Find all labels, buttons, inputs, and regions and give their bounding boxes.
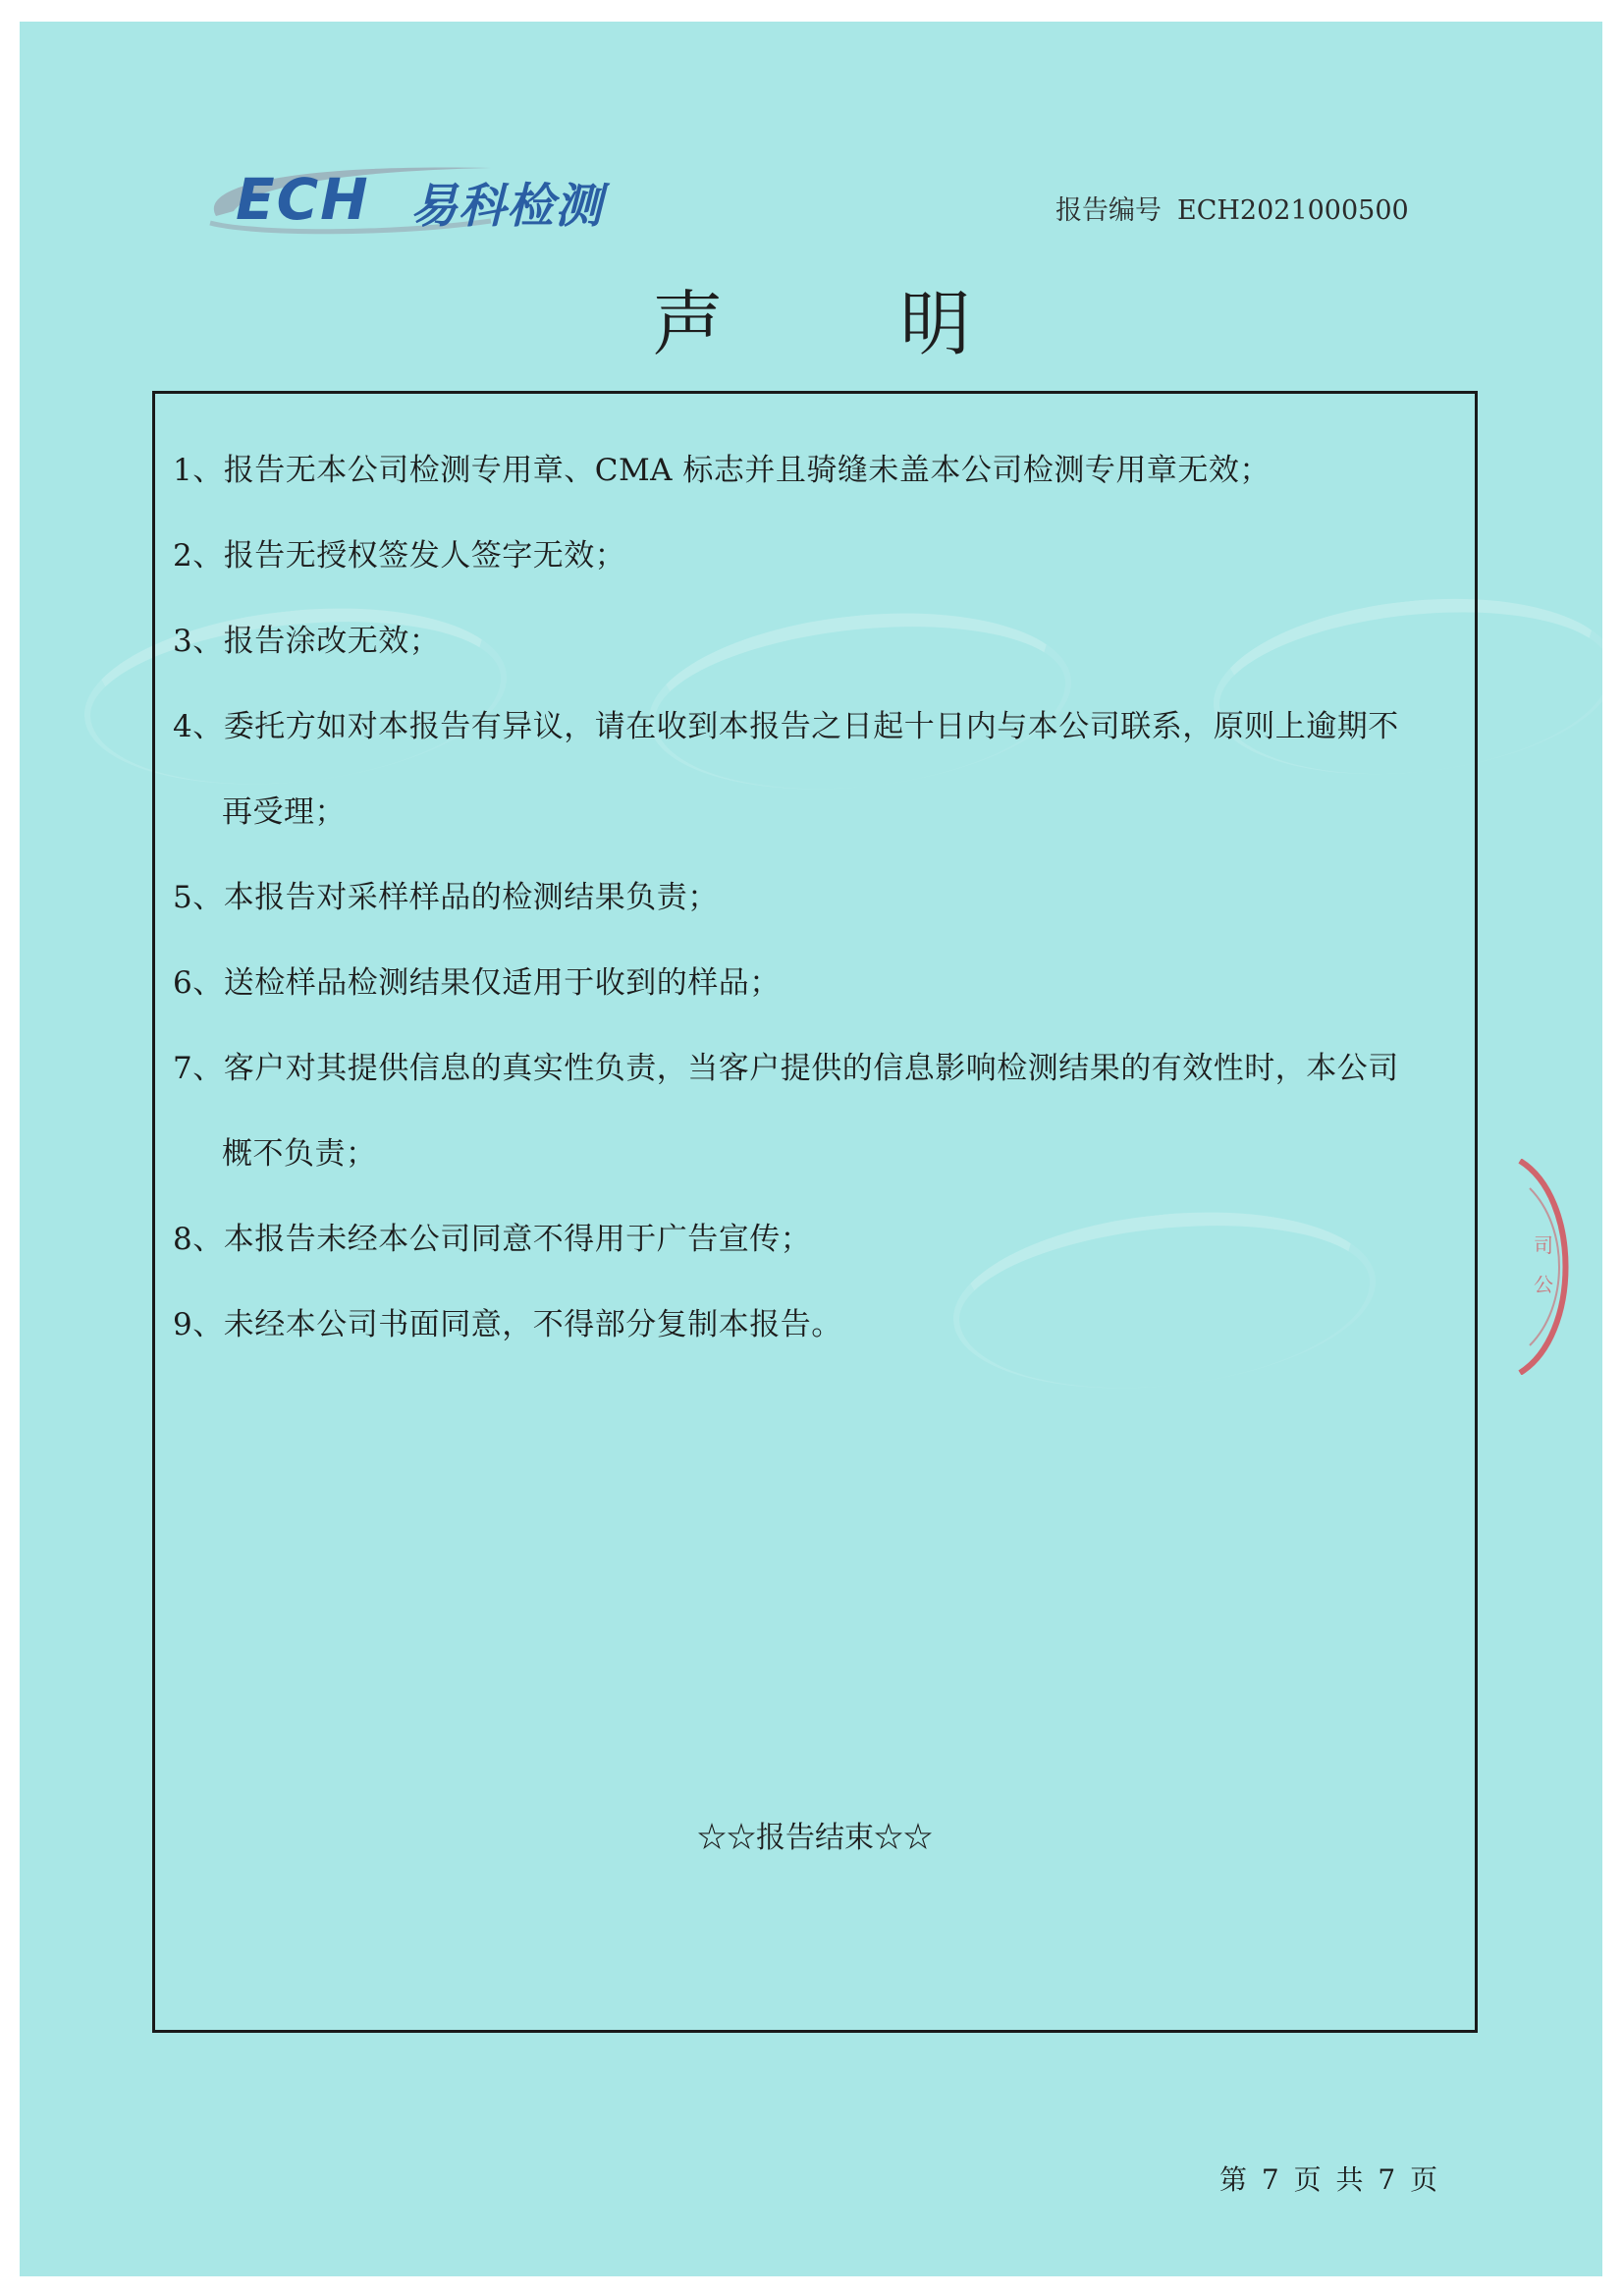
page-number: 第 7 页 共 7 页	[1219, 2163, 1438, 2196]
report-number	[1055, 189, 1409, 227]
clause-2: 2、报告无授权签发人签字无效；	[173, 538, 626, 574]
clause-6: 6、送检样品检测结果仅适用于收到的样品；	[173, 965, 781, 1001]
clause-4: 4、委托方如对本报告有异议，请在收到本报告之日起十日内与本公司联系，原则上逾期不	[173, 709, 1399, 744]
report-number-label: 报告编号	[1055, 195, 1162, 226]
svg-text:司: 司	[1534, 1233, 1553, 1257]
clause-5: 5、本报告对采样样品的检测结果负责；	[173, 880, 719, 915]
clause-7-continued: 概不负责；	[222, 1136, 377, 1172]
clause-1: 1、报告无本公司检测专用章、CMA 标志并且骑缝未盖本公司检测专用章无效；	[173, 453, 1271, 488]
logo-company-name: 易科检测	[410, 179, 604, 234]
clause-9: 9、未经本公司书面同意，不得部分复制本报告。	[173, 1307, 842, 1342]
title-char-2: 明	[899, 283, 971, 365]
title-char-1: 声	[652, 283, 724, 365]
clause-4-continued: 再受理；	[222, 794, 346, 830]
clause-7: 7、客户对其提供信息的真实性负责，当客户提供的信息影响检测结果的有效性时，本公司	[173, 1051, 1399, 1086]
report-number-value: ECH2021000500	[1177, 195, 1409, 226]
page-title	[0, 267, 1623, 369]
report-end-mark: ☆☆报告结束☆☆	[697, 1821, 933, 1855]
statement-frame	[152, 391, 1478, 2033]
svg-text:公: 公	[1534, 1273, 1553, 1296]
company-logo	[196, 162, 658, 241]
clause-3: 3、报告涂改无效；	[173, 624, 441, 659]
logo-mark: ECH	[236, 166, 370, 233]
clause-8: 8、本报告未经本公司同意不得用于广告宣传；	[173, 1222, 812, 1257]
